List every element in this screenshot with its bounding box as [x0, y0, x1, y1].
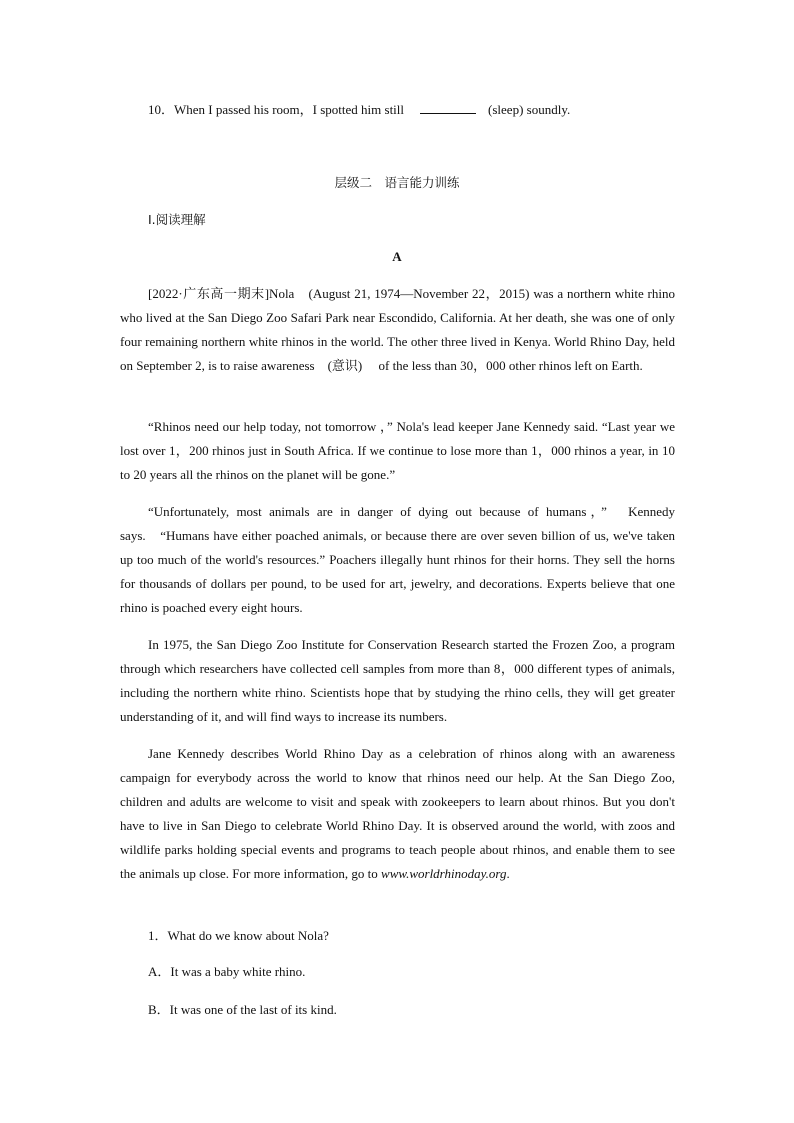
section-title: 层级二 语言能力训练 [334, 175, 460, 190]
passage-paragraph-5 [120, 742, 675, 886]
passage-paragraph-4: In 1975, the San Diego Zoo Institute for Conservation Research started the Frozen Zoo, a program through which researchers have collected cell samples from more than 8，000 different types of animals, including the northern white rhino. Scientists hope that by studying the rhino cells, they will get greater understanding of it, and will find ways to increase its numbers. [120, 637, 675, 724]
exercise-number: 10． [148, 102, 175, 117]
section-subtitle: Ⅰ.阅读理解 [148, 212, 206, 227]
passage-label: A [392, 249, 402, 264]
passage-paragraph-3: “Unfortunately, most animals are in danger of dying out because of humans，” Kennedy says. “Humans have either poached animals, or because there are over seven billion of us, we've taken up too much of the world's resources.” Poachers illegally hunt rhinos for their horns. They sell the horns for thousands of dollars per pound, to be used for art, jewelry, and decorations. Experts believe that one rhino is poached every eight hours. [120, 504, 675, 615]
question-stem: 1．What do we know about Nola? [148, 928, 329, 943]
passage-paragraph-2: “Rhinos need our help today, not tomorrow ，” Nola's lead keeper Jane Kennedy said. “Last year we lost over 1，200 rhinos just in South Africa. If we continue to lose more than 1，000 rhinos a year, in 10 to 20 years all the rhinos on the planet will be gone.” [120, 419, 675, 482]
paragraph-5-text: Jane Kennedy describes World Rhino Day as a celebration of rhinos along with an awareness campaign for everybody across the world to know that rhinos need our help. At the San Diego Zoo, children and adults are welcome to visit and speak with zookeepers to learn about rhinos. But you don't have to live in San Diego to celebrate World Rhino Day. It is observed around the world, with zoos and wildlife parks holding special events and programs to teach people about rhinos, and enable them to see the animals up close. For more information, go to [120, 746, 675, 881]
exercise-10 [148, 101, 570, 118]
exercise-hint: (sleep) soundly. [488, 102, 571, 117]
website-link[interactable]: www.worldrhinoday.org [381, 866, 507, 881]
option-b[interactable]: B．It was one of the last of its kind. [148, 1002, 337, 1017]
exercise-text: When I passed his room，I spotted him still [174, 102, 405, 117]
paragraph-5-end: . [506, 866, 510, 881]
answer-blank[interactable] [420, 101, 476, 114]
passage-paragraph-1: [2022·广东高一期末]Nola (August 21, 1974—November 22，2015) was a northern white rhino who lived at the San Diego Zoo Safari Park near Escondido, California. At her death, she was one of only four remaining northern white rhinos in the world. The other three lived in Kenya. World Rhino Day, held on September 2, is to raise awareness (意识) of the less than 30，000 other rhinos left on Earth. [120, 286, 675, 373]
option-a[interactable]: A．It was a baby white rhino. [148, 964, 306, 979]
